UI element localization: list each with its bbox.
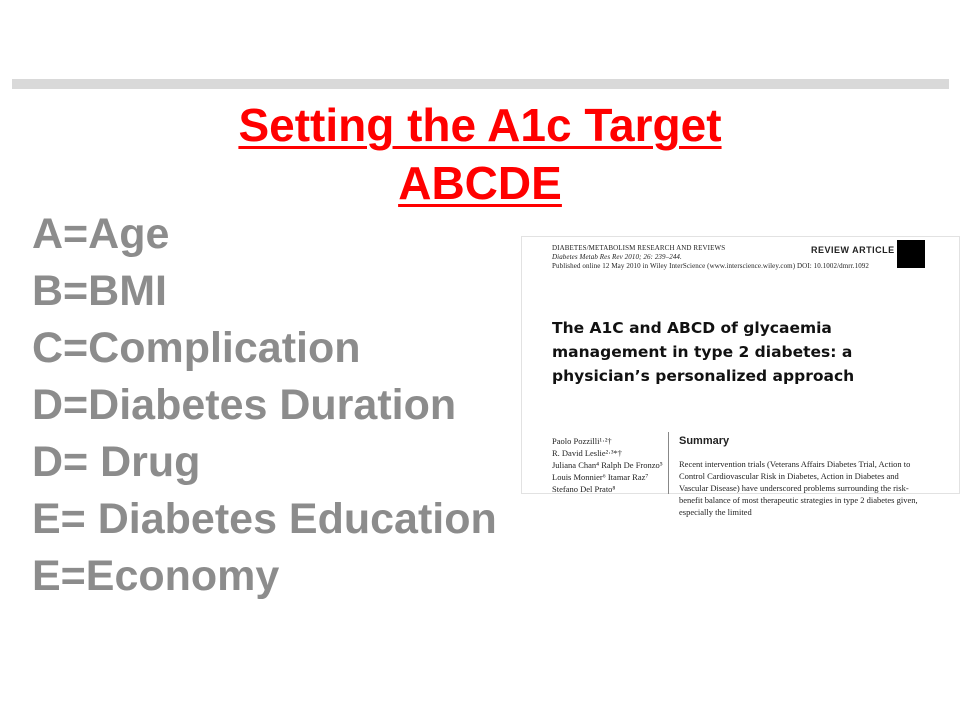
list-item-drug: D= Drug	[32, 438, 201, 486]
author-line: Juliana Chan⁴ Ralph De Fronzo⁵	[552, 460, 663, 470]
author-line: Paolo Pozzilli¹·²†	[552, 436, 612, 446]
author-line: Stefano Del Prato⁸	[552, 484, 616, 494]
journal-citation: Diabetes Metab Res Rev 2010; 26: 239–244.	[552, 253, 682, 261]
column-divider	[668, 432, 669, 494]
list-item-diabetes-duration: D=Diabetes Duration	[32, 381, 457, 429]
summary-text: Recent intervention trials (Veterans Affairs Diabetes Trial, Action to Control Cardiovascular Risk in Diabetes, Action in Diabetes and Vascular Disease) have underscored problems surrounding the risk-benefit balance of most therapeutic strategies in type 2 diabetes given, especially the limited	[679, 459, 918, 517]
author-line: Louis Monnier⁶ Itamar Raz⁷	[552, 472, 649, 482]
slide-title-line2: ABCDE	[398, 157, 562, 209]
list-item-economy: E=Economy	[32, 552, 280, 600]
black-square-mark	[897, 240, 925, 268]
publication-info: Published online 12 May 2010 in Wiley InterScience (www.interscience.wiley.com) DOI: 10.1002/dmrr.1092	[552, 262, 870, 270]
list-item-bmi: B=BMI	[32, 267, 167, 315]
journal-name: DIABETES/METABOLISM RESEARCH AND REVIEWS	[552, 244, 726, 252]
abcde-list	[32, 206, 497, 605]
article-excerpt-image	[521, 236, 960, 517]
review-article-label: REVIEW ARTICLE	[811, 245, 895, 255]
slide-title	[0, 96, 960, 212]
list-item-diabetes-education: E= Diabetes Education	[32, 495, 497, 543]
top-divider-bar	[12, 79, 949, 89]
list-item-age: A=Age	[32, 210, 170, 258]
summary-heading: Summary	[679, 435, 730, 447]
list-item-complication: C=Complication	[32, 324, 361, 372]
paper-title: The A1C and ABCD of glycaemia management in type 2 diabetes: a physician’s personalized approach	[552, 319, 855, 385]
author-list	[552, 435, 663, 495]
slide-title-line1: Setting the A1c Target	[238, 99, 722, 151]
author-line: R. David Leslie²·³*†	[552, 448, 623, 458]
